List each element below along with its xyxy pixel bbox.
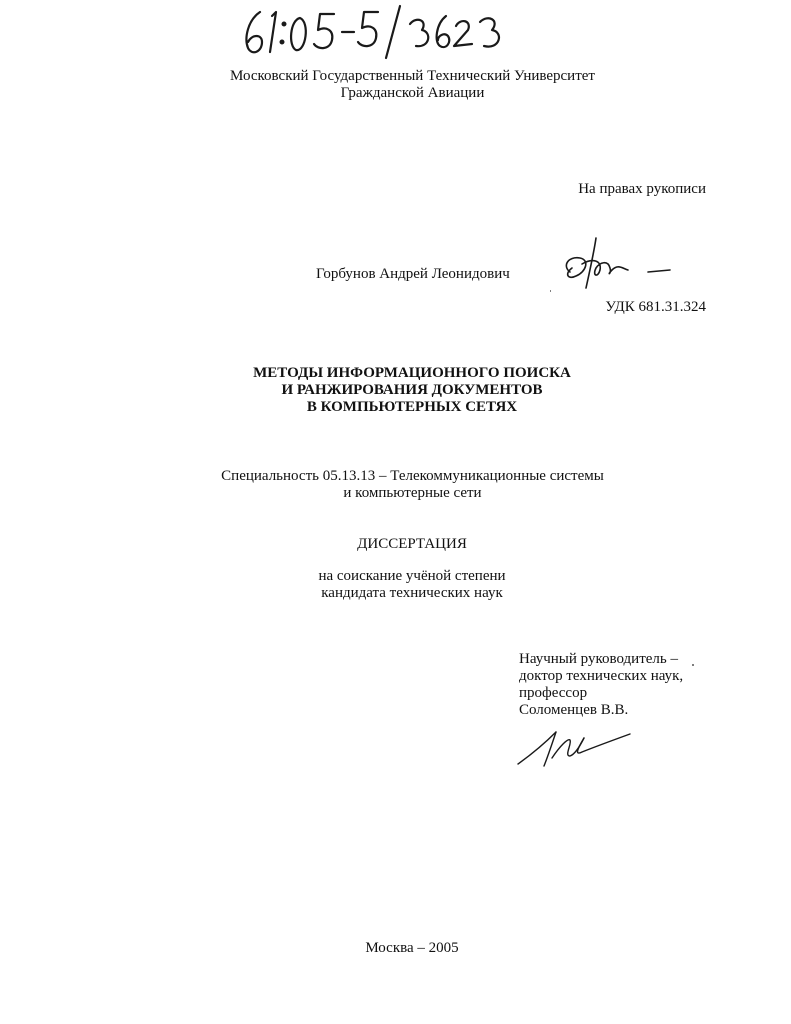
university-name	[160, 68, 665, 102]
handwritten-archive-code	[238, 2, 518, 64]
city-year: Москва – 2005	[365, 940, 459, 956]
specialty-line-2: и компьютерные сети	[343, 485, 482, 501]
author-name: Горбунов Андрей Леонидович	[316, 266, 510, 282]
supervisor-line-2: доктор технических наук,	[519, 668, 684, 684]
scan-speck	[550, 290, 551, 292]
rights-note: На правах рукописи	[578, 181, 706, 197]
supervisor-line-4: Соломенцев В.В.	[519, 702, 629, 718]
specialty	[150, 468, 675, 502]
document-type: ДИССЕРТАЦИЯ	[357, 536, 467, 552]
author-signature	[556, 232, 676, 294]
udk-code: УДК 681.31.324	[605, 299, 706, 315]
university-line-1: Московский Государственный Технический Университет	[230, 68, 595, 84]
title-line-2: И РАНЖИРОВАНИЯ ДОКУМЕНТОВ	[281, 382, 543, 398]
supervisor-line-1: Научный руководитель –	[519, 651, 678, 667]
title-line-1: МЕТОДЫ ИНФОРМАЦИОННОГО ПОИСКА	[253, 365, 571, 381]
dissertation-title	[180, 365, 644, 416]
supervisor-block	[519, 651, 759, 719]
specialty-line-1: Специальность 05.13.13 – Телекоммуникационные системы	[221, 468, 604, 484]
degree	[260, 568, 564, 602]
scan-speck	[692, 664, 694, 666]
university-line-2: Гражданской Авиации	[340, 85, 485, 101]
degree-line-1: на соискание учёной степени	[318, 568, 506, 584]
supervisor-signature	[512, 722, 638, 772]
title-line-3: В КОМПЬЮТЕРНЫХ СЕТЯХ	[306, 399, 518, 415]
degree-line-2: кандидата технических наук	[321, 585, 503, 601]
supervisor-line-3: профессор	[519, 685, 588, 701]
